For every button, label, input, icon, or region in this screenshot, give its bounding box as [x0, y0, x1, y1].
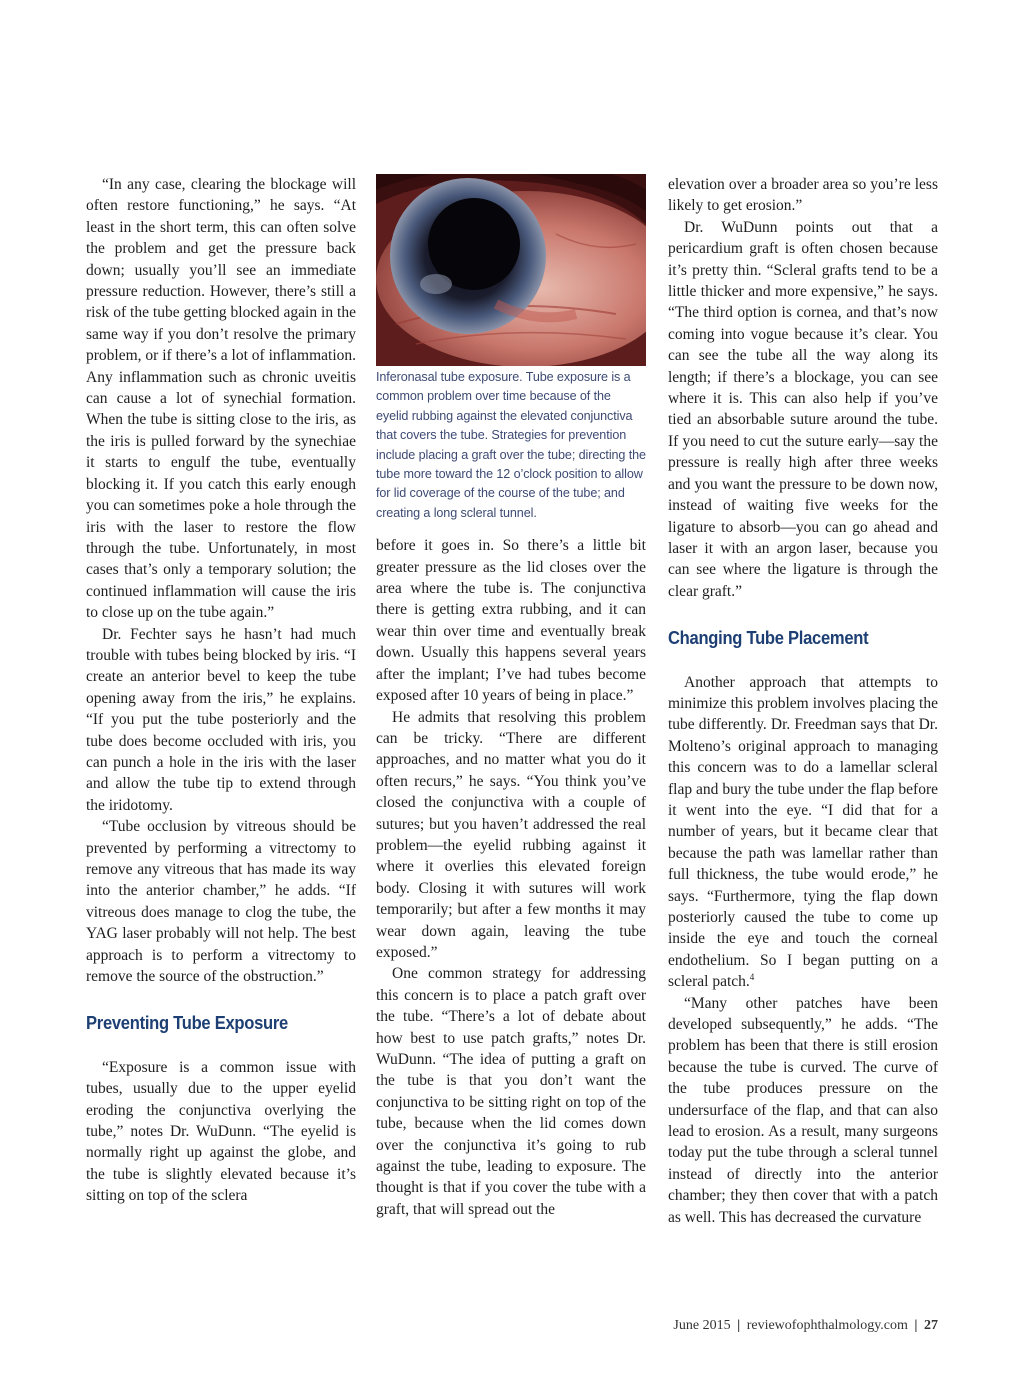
reference-superscript: 4 — [749, 972, 755, 983]
column-middle — [376, 174, 646, 1220]
paragraph-text: Another approach that attempts to minimize this problem involves placing the tube differently. Dr. Freedman says that Dr. Molteno’s original approach to managing this concern was to do a lamellar scleral flap and bury the tube under the flap before it went into the eye. “I did that for a number of years, but it became clear that because the path was lamellar rather than full thickness, the tube would erode,” he says. “Furthermore, tying the flap down posteriorly caused the tube to come up inside the eye and touch the corneal endothelium. So I began putting on a scleral patch. — [668, 673, 938, 991]
website-link[interactable]: reviewofophthalmology.com — [746, 1318, 908, 1333]
paragraph: elevation over a broader area so you’re less likely to get erosion.” — [668, 176, 938, 215]
paragraph: He admits that resolving this problem can be tricky. “There are different approaches, and no matter what you do it often recurs,” he says. “You think you’ve closed the conjunctiva with a couple of sutures; but you haven’t addressed the real problem—the eyelid rubbing against it where it overlies this elevated foreign body. Closing it with sutures will work temporarily; but after a few months it may wear down again, leaving the tube exposed.” — [376, 708, 646, 961]
footer-separator: | — [914, 1318, 918, 1333]
paragraph: “Many other patches have been developed subsequently,” he adds. “The problem has been that there is still erosion because the tube is curved. The curve of the tube produces pressure on the undersurface of the flap, and that can also lead to erosion. As a result, many surgeons today put the tube through a scleral tunnel instead of directly into the anterior chamber; they then cover that with a patch as well. This has decreased the curvature — [668, 994, 938, 1226]
eye-illustration — [376, 174, 646, 366]
paragraph: One common strategy for addressing this concern is to place a patch graft over the tube. “There’s a lot of debate about how best to use patch grafts,” notes Dr. WuDunn. “The idea of putting a graft on the tube is that you don’t want the conjunctiva to be sitting right on top of the tube, because when the lid comes down over the conjunctiva it’s going to rub against the tube, leading to exposure. The thought is that if you cover the tube with a graft, that will spread out the — [376, 965, 646, 1218]
issue-date: June 2015 — [673, 1318, 731, 1333]
paragraph: before it goes in. So there’s a little bit greater pressure as the lid closes over the area where the tube is. The conjunctiva there is getting extra rubbing, and it can wear thin over time and eventually break down. Usually this happens several years after the implant; I’ve had tubes become exposed after 10 years of being in place.” — [376, 537, 646, 705]
footer-separator: | — [737, 1318, 741, 1333]
paragraph: “In any case, clearing the blockage will often restore functioning,” he says. “At least in the short term, this can often solve the problem and get the pressure back down; usually you’ll see an immediate pressure reduction. However, there’s still a risk of the tube getting blocked again in the same way if you don’t resolve the primary problem, or if there’s a lot of inflammation. Any inflammation such as chronic uveitis can cause a lot of synechial formation. When the tube is sitting close to the iris, as the iris is pulled forward by the synechiae it starts to engulf the tube, eventually blocking it. If you catch this early enough you can sometimes poke a hole through the iris with the laser to restore the flow through the tube. Unfortunately, in most cases that’s only a temporary solution; the continued inflammation will cause the iris to close up on the tube again.” — [86, 176, 356, 622]
eye-photo — [376, 174, 646, 366]
column-left — [86, 174, 356, 1207]
photo-caption: Inferonasal tube exposure. Tube exposure is a common problem over time because of the eyelid rubbing against the elevated conjunctiva that covers the tube. Strategies for prevention include placing a graft over the tube; directing the tube more toward the 12 o’clock position to allow for lid coverage of the course of the tube; and creating a long scleral tunnel. — [376, 370, 646, 520]
paragraph: Dr. WuDunn points out that a pericardium graft is often chosen because it’s pretty thin. “Scleral grafts tend to be a little thicker and more expensive,” he says. “The third option is cornea, and that’s now coming into vogue because it’s clear. You can see the tube all the way along its length; if there’s a blockage, you can see where it is. This can also help if you’ve tied an absorbable suture around the tube. If you need to cut the suture early—say the pressure is really high after three weeks and you want the pressure to be down now, instead of waiting five weeks for the ligature to absorb—you can go ahead and laser it with an argon laser, because you can see where the ligature is through the clear graft.” — [668, 218, 938, 600]
page-number: 27 — [924, 1318, 938, 1333]
page-footer — [632, 1318, 938, 1334]
column-right — [668, 174, 938, 1228]
section-heading: Preventing Tube Exposure — [86, 1013, 288, 1034]
paragraph: “Tube occlusion by vitreous should be prevented by performing a vitrectomy to remove any vitreous that has made its way into the anterior chamber,” he adds. “If vitreous does manage to clog the tube, the YAG laser probably will not help. The best approach is to perform a vitrectomy to remove the source of the obstruction.” — [86, 818, 356, 986]
paragraph — [668, 672, 938, 993]
paragraph: Dr. Fechter says he hasn’t had much trouble with tubes being blocked by iris. “I create an anterior bevel to keep the tube opening away from the iris,” he explains. “If you put the tube posteriorly and the tube does become occluded with iris, you can punch a hole in the iris with the laser and allow the tube tip to extend through the iridotomy. — [86, 625, 356, 814]
section-heading: Changing Tube Placement — [668, 628, 869, 649]
paragraph: “Exposure is a common issue with tubes, usually due to the upper eyelid eroding the conjunctiva overlying the tube,” notes Dr. WuDunn. “The eyelid is normally right up against the globe, and the tube is slightly elevated because it’s sitting on top of the sclera — [86, 1058, 356, 1205]
